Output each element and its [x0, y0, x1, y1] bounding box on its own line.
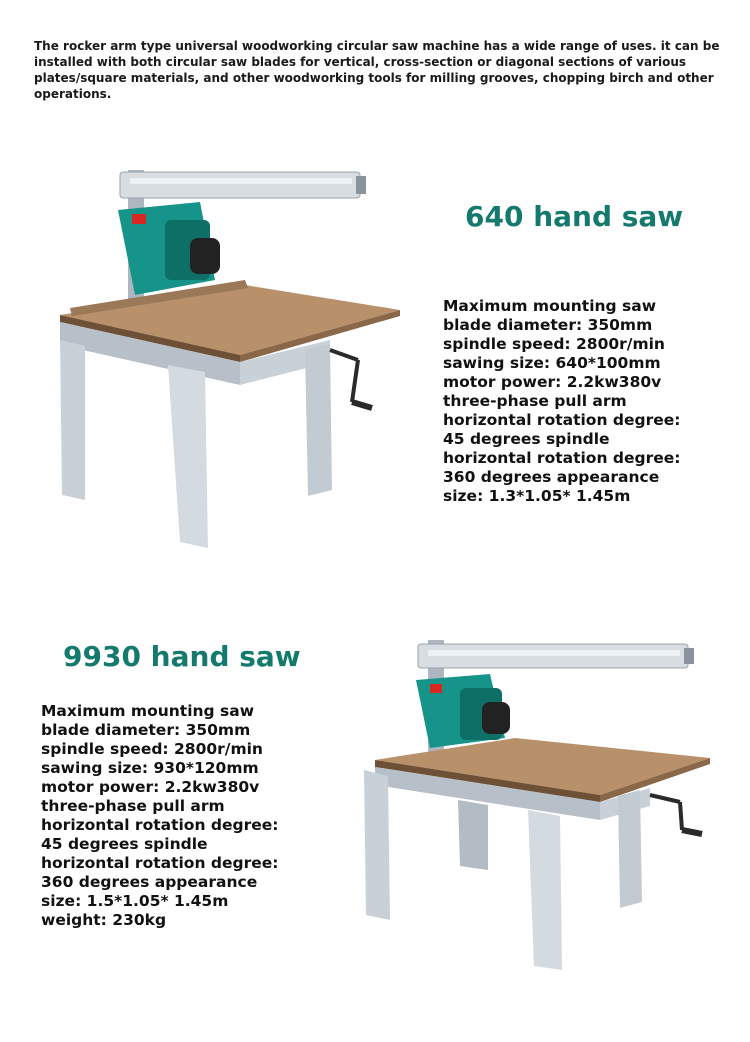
intro-paragraph: The rocker arm type universal woodworking circular saw machine has a wide range of uses. it can be installed with both circular saw blades for vertical, cross-section or diagonal sections of various plates/square materials, and other woodworking tools for milling grooves, chopping birch and other operations. [34, 39, 720, 101]
radial-arm-saw-9930-image [350, 630, 730, 980]
product-title-9930: 9930 hand saw [63, 640, 301, 673]
product-specs-9930: Maximum mounting saw blade diameter: 350mm spindle speed: 2800r/min sawing size: 930*120mm motor power: 2.2kw380v three-phase pull arm horizontal rotation degree: 45 degrees spindle horizontal rotation degree: 360 degrees appearance size: 1.5*1.05* 1.45m weight: 230kg [41, 702, 279, 929]
product-title-640: 640 hand saw [465, 200, 684, 233]
radial-arm-saw-640-image [40, 150, 420, 560]
product-specs-640: Maximum mounting saw blade diameter: 350mm spindle speed: 2800r/min sawing size: 640*100mm motor power: 2.2kw380v three-phase pull arm horizontal rotation degree: 45 degrees spindle horizontal rotation degree: 360 degrees appearance size: 1.3*1.05* 1.45m [443, 297, 681, 505]
